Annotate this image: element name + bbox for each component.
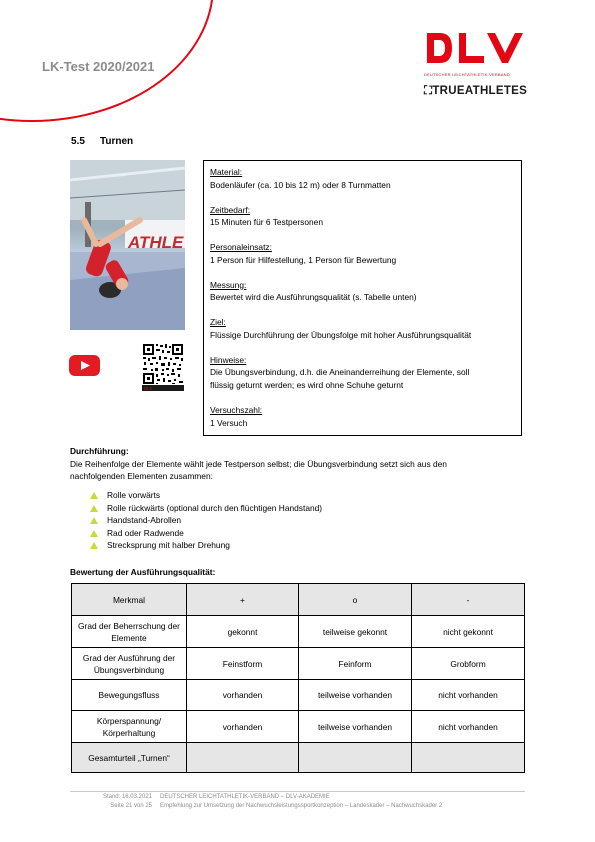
qr-code-icon [142, 343, 184, 391]
table-cell: Feinform [299, 648, 412, 680]
criterion-cell: Bewegungsfluss [72, 680, 187, 711]
triangle-bullet-icon [90, 530, 98, 537]
staff-block [210, 241, 515, 266]
footer-info [160, 793, 525, 811]
evaluation-table [71, 583, 525, 773]
column-header: Merkmal [72, 584, 187, 616]
table-cell: nicht gekonnt [412, 616, 525, 648]
notes-line-1: Die Übungsverbindung, d.h. die Aneinanderreihung der Elemente, soll [210, 367, 470, 378]
total-label-cell: Gesamturteil „Turnen“ [72, 743, 187, 773]
trueathletes-mark-icon: ⛶ [424, 85, 433, 97]
staff-label: Personaleinsatz: [210, 242, 272, 253]
column-header: - [412, 584, 525, 616]
element-list [90, 489, 322, 552]
time-block [210, 204, 515, 229]
footer-date: Stand: 16.03.2021 [102, 794, 152, 800]
table-cell: vorhanden [187, 680, 299, 711]
svg-text:ATHLE: ATHLE [128, 233, 184, 252]
table-cell: Grobform [412, 648, 525, 680]
trueathletes-logo [424, 85, 528, 98]
attempts-label: Versuchszahl: [210, 405, 263, 416]
criterion-cell: Grad der Ausführung der Übungsverbindung [72, 648, 187, 680]
footer-divider [70, 791, 525, 792]
total-cell [299, 743, 412, 773]
table-cell: teilweise vorhanden [299, 711, 412, 743]
section-number: 5.5 [71, 136, 85, 147]
test-info-box [203, 160, 522, 436]
criterion-cell: Grad der Beherrschung der Elemente [72, 616, 187, 648]
total-row [72, 743, 525, 773]
attempts-value: 1 Versuch [210, 417, 248, 428]
triangle-bullet-icon [90, 505, 98, 512]
list-item: Handstand-Abrollen [90, 514, 322, 527]
gymnastics-photo [70, 160, 185, 330]
triangle-bullet-icon [90, 517, 98, 524]
youtube-play-icon [69, 355, 100, 376]
table-row [72, 711, 525, 743]
total-cell [412, 743, 525, 773]
list-item: Rolle vorwärts [90, 489, 322, 502]
qr-caption: DLV [144, 386, 153, 391]
attempts-block [210, 404, 515, 429]
footer-organization: DEUTSCHER LEICHTATHLETIK-VERBAND – DLV-AKADEMIE [160, 794, 330, 800]
execution-section [70, 445, 525, 483]
dlv-logo-mark [424, 30, 524, 66]
material-block [210, 166, 515, 191]
list-item: Strecksprung mit halber Drehung [90, 539, 322, 552]
document-header-title: LK-Test 2020/2021 [42, 59, 155, 74]
logo-tagline: DEUTSCHER LEICHTATHLETIK-VERBAND [424, 72, 510, 77]
list-item: Rad oder Radwende [90, 527, 322, 540]
material-value: Bodenläufer (ca. 10 bis 12 m) oder 8 Turnmatten [210, 179, 391, 190]
section-title: Turnen [100, 136, 134, 147]
execution-text-line-1: Die Reihenfolge der Elemente wählt jede Testperson selbst; die Übungsverbindung setzt sich aus den [70, 458, 447, 469]
table-row [72, 616, 525, 648]
execution-text-line-2: nachfolgenden Elementen zusammen: [70, 471, 213, 482]
triangle-bullet-icon [90, 492, 98, 499]
goal-value: Flüssige Durchführung der Übungsfolge mit hoher Ausführungsqualität [210, 329, 472, 340]
table-cell: teilweise gekonnt [299, 616, 412, 648]
measure-block [210, 279, 515, 304]
footer-document-title: Empfehlung zur Umsetzung der Nachwuchsleistungssportkonzeption – Landeskader – Nachwuchskader 2 [160, 803, 443, 809]
gymnastics-photo-illustration [70, 160, 185, 330]
table-cell: teilweise vorhanden [299, 680, 412, 711]
total-cell [187, 743, 299, 773]
staff-value: 1 Person für Hilfestellung, 1 Person für Bewertung [210, 254, 397, 265]
goal-block [210, 316, 515, 341]
trueathletes-text: TRUEATHLETES [432, 85, 528, 97]
material-label: Material: [210, 167, 243, 177]
dlv-logo [424, 30, 528, 98]
table-cell: vorhanden [187, 711, 299, 743]
table-cell: nicht vorhanden [412, 711, 525, 743]
table-row [72, 680, 525, 711]
table-cell: nicht vorhanden [412, 680, 525, 711]
list-item: Rolle rückwärts (optional durch den flüchtigen Handstand) [90, 502, 322, 515]
goal-label: Ziel: [210, 317, 226, 328]
time-label: Zeitbedarf: [210, 204, 251, 215]
notes-line-2: flüssig geturnt werden; es wird ohne Schuhe geturnt [210, 380, 404, 391]
table-cell: gekonnt [187, 616, 299, 648]
footer-meta [70, 793, 152, 811]
notes-block [210, 354, 515, 392]
table-row [72, 648, 525, 680]
youtube-video-link[interactable] [69, 355, 100, 376]
triangle-bullet-icon [90, 542, 98, 549]
qr-code[interactable] [142, 343, 184, 391]
table-cell: Feinstform [187, 648, 299, 680]
execution-heading: Durchführung: [70, 446, 129, 456]
column-header: + [187, 584, 299, 616]
measure-value: Bewertet wird die Ausführungsqualität (s. Tabelle unten) [210, 292, 417, 303]
table-header-row [72, 584, 525, 616]
time-value: 15 Minuten für 6 Testpersonen [210, 217, 323, 228]
evaluation-heading: Bewertung der Ausführungsqualität: [70, 567, 216, 577]
criterion-cell: Körperspannung/ Körperhaltung [72, 711, 187, 743]
column-header: o [299, 584, 412, 616]
footer-page-number: Seite 21 von 25 [110, 803, 152, 809]
measure-label: Messung: [210, 279, 247, 290]
notes-label: Hinweise: [210, 354, 247, 365]
